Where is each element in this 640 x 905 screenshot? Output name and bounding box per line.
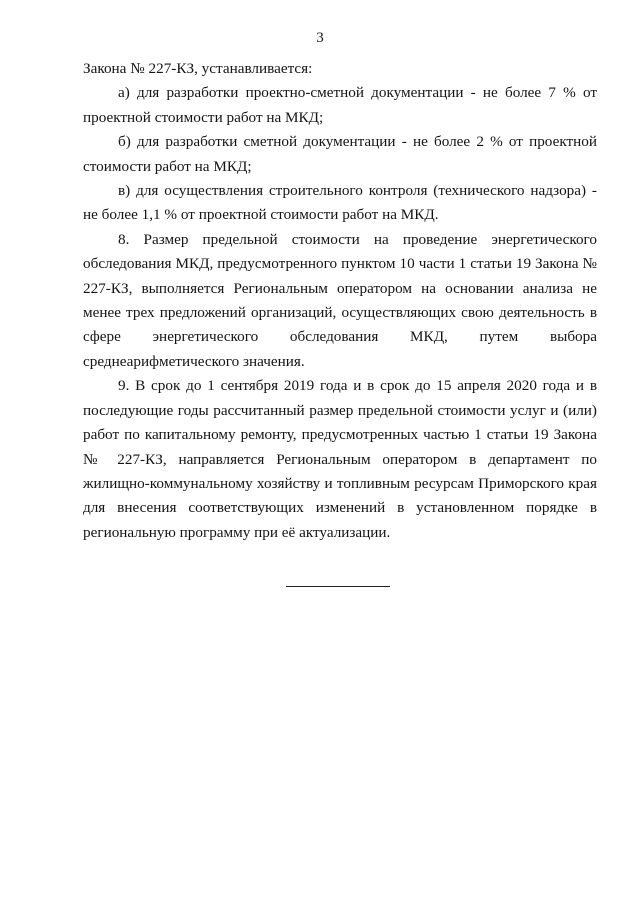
paragraph-item-b: б) для разработки сметной документации - не более 2 % от проектной стоимости работ на МКД; <box>83 133 597 175</box>
paragraph-item-v: в) для осуществления строительного контроля (технического надзора) - не более 1,1 % от проектной стоимости работ на МКД. <box>83 182 597 224</box>
end-divider-line <box>286 586 390 587</box>
paragraph-clause-8: 8. Размер предельной стоимости на проведение энергетического обследования МКД, предусмотренного пунктом 10 части 1 статьи 19 Закона № 227-КЗ, выполняется Региональным оператором на основании анализа не менее трех предложений организаций, осуществляющих свою деятельность в сфере энергетического обследования МКД, путем выбора среднеарифметического значения. <box>83 230 597 370</box>
paragraph-clause-9: 9. В срок до 1 сентября 2019 года и в срок до 15 апреля 2020 года и в последующие годы рассчитанный размер предельной стоимости услуг и (или) работ по капитальному ремонту, предусмотренных частью 1 статьи 19 Закона № 227-КЗ, направляется Региональным оператором в департамент по жилищно-коммунальному хозяйству и топливным ресурсам Приморского края для внесения соответствующих изменений в установленном порядке в региональную программу при её актуализации. <box>83 377 597 541</box>
paragraph-item-a: а) для разработки проектно-сметной документации - не более 7 % от проектной стоимости работ на МКД; <box>83 84 597 126</box>
paragraph-continuation: Закона № 227-КЗ, устанавливается: <box>83 60 313 77</box>
page-number: 3 <box>316 30 324 46</box>
document-body <box>83 57 597 545</box>
